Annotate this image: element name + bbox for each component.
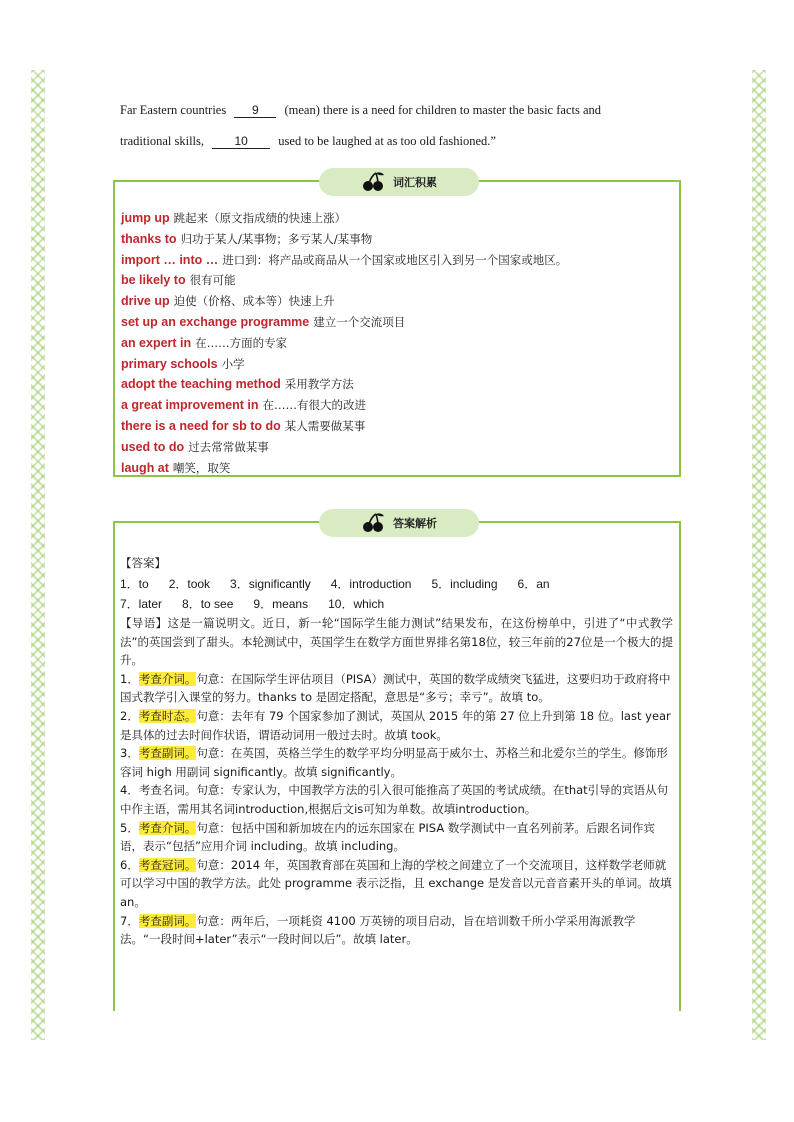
vocab-meaning: 迫使（价格、成本等）快速上升 <box>173 294 335 309</box>
answer-cell: 2．took <box>168 577 211 591</box>
item-tag: 考查副词。 <box>138 746 197 761</box>
vocab-section-tab <box>319 168 479 196</box>
blank-10: 10 <box>212 134 270 149</box>
item-tag: 考查副词。 <box>138 913 197 928</box>
vocab-item <box>121 270 673 291</box>
vocab-term: primary schools <box>121 356 218 371</box>
intro-line-2 <box>120 134 496 149</box>
answer-cell: 5．including <box>431 577 498 591</box>
explanation-item <box>120 856 673 912</box>
item-tag: 考查介词。 <box>138 820 197 835</box>
explanation-item <box>120 744 673 781</box>
item-text: 句意：在英国，英格兰学生的数学平均分明显高于威尔士、苏格兰和北爱尔兰的学生。修饰形容词 high 用副词 significantly。故填 significantly。 <box>120 746 668 779</box>
vocab-meaning: 过去常常做某事 <box>188 439 269 454</box>
cherry-icon <box>361 172 387 192</box>
vocab-meaning: 某人需要做某事 <box>284 418 366 433</box>
item-tag: 考查冠词。 <box>138 857 197 872</box>
explanation-item <box>120 670 673 707</box>
item-text: 句意：两年后，一项耗资 4100 万英镑的项目启动，旨在培训数千所小学采用海派教学法。“一段时间+later”表示“一段时间以后”。故填 later。 <box>120 913 636 947</box>
vocab-item <box>121 458 673 479</box>
item-text: 句意：去年有 79 个国家参加了测试，英国从 2015 年的第 27 位上升到第 18 位。last year 是具体的过去时间作状语，谓语动词用一般过去时。故填 took。 <box>120 708 671 742</box>
intro-text: traditional skills, <box>120 134 205 148</box>
answer-row-2 <box>120 594 673 614</box>
vocab-item <box>121 416 673 437</box>
right-decorative-border <box>752 70 766 1040</box>
cherry-icon <box>361 513 387 533</box>
vocab-meaning: 在……有很大的改进 <box>262 398 367 413</box>
vocab-meaning: 小学 <box>221 356 245 371</box>
vocab-item <box>121 229 673 250</box>
vocab-item <box>121 395 673 416</box>
vocab-term: jump up <box>121 211 170 225</box>
answer-cell: 4．introduction <box>330 577 412 591</box>
answer-content <box>120 553 673 949</box>
left-decorative-border <box>31 70 45 1040</box>
vocab-item <box>121 208 673 229</box>
item-text: 句意：2014 年，英国教育部在英国和上海的学校之间建立了一个交流项目，这样数学老师就可以学习中国的教学方法。此处 programme 表示泛指，且 exchange 是发音以元音音素开头的单词。故填 an。 <box>120 857 672 909</box>
vocab-item <box>121 291 673 312</box>
item-number: 6． <box>120 857 139 872</box>
item-number: 1． <box>120 671 139 686</box>
answer-cell: 1．to <box>120 577 149 591</box>
answer-section-title: 答案解析 <box>393 517 437 530</box>
vocab-meaning: 归功于某人/某事物；多亏某人/某事物 <box>180 231 373 246</box>
vocab-term: set up an exchange programme <box>121 314 310 329</box>
answer-row-1 <box>120 574 673 594</box>
explanation-item <box>120 707 673 744</box>
vocab-item <box>121 374 673 395</box>
vocab-meaning: 在……方面的专家 <box>195 335 288 350</box>
answer-cell: 8．to see <box>182 597 234 611</box>
explanation-item <box>120 912 673 949</box>
answer-heading: 【答案】 <box>120 556 166 570</box>
item-number: 7． <box>120 913 139 928</box>
item-number: 3． <box>120 746 139 761</box>
vocab-meaning: 建立一个交流项目 <box>313 314 406 329</box>
explanation-item <box>120 781 673 818</box>
vocab-section <box>113 176 681 477</box>
item-number: 4． <box>120 783 139 798</box>
vocab-meaning: 很有可能 <box>189 273 236 288</box>
vocab-term: laugh at <box>121 460 169 475</box>
answer-cell: 7．later <box>120 597 163 611</box>
answer-section-tab <box>319 509 479 537</box>
item-tag: 考查时态。 <box>138 708 197 723</box>
answer-cell: 10．which <box>328 597 385 611</box>
vocab-term: drive up <box>121 294 170 309</box>
intro-text: used to be laughed at as too old fashioned.” <box>278 134 496 148</box>
guide-paragraph: 【导语】这是一篇说明文。近日，新一轮“国际学生能力测试”结果发布，在这份榜单中，引进了“中式教学法”的英国尝到了甜头。本轮测试中，英国学生在数学方面世界排名第18位，较三年前的27位是一个极大的提升。 <box>120 616 673 668</box>
item-text: 句意：专家认为，中国教学方法的引入很可能推高了英国的考试成绩。在that引导的宾语从句中作主语，需用其名词introduction,根据后文is可知为单数。故填introduction。 <box>120 783 669 816</box>
item-text: 句意：包括中国和新加坡在内的远东国家在 PISA 数学测试中一直名列前茅。后跟名词作宾语，表示“包括”应用介词 including。故填 including。 <box>120 820 655 854</box>
vocab-item <box>121 333 673 354</box>
answer-cell: 6．an <box>517 577 550 591</box>
vocab-section-title: 词汇积累 <box>393 176 437 189</box>
vocab-term: a great improvement in <box>121 398 259 413</box>
explanation-item <box>120 819 673 856</box>
vocab-meaning: 嘲笑，取笑 <box>172 460 231 475</box>
vocab-meaning: 采用教学方法 <box>284 377 354 392</box>
vocab-list <box>121 208 673 478</box>
vocab-term: an expert in <box>121 335 192 350</box>
answer-cell: 9．means <box>253 597 309 611</box>
vocab-item <box>121 354 673 375</box>
vocab-meaning: 跳起来（原文指成绩的快速上涨） <box>173 211 347 225</box>
vocab-term: used to do <box>121 439 185 454</box>
vocab-term: thanks to <box>121 231 177 246</box>
answer-section <box>113 517 681 1011</box>
item-tag: 考查名词。 <box>138 783 197 798</box>
blank-9: 9 <box>234 103 276 118</box>
item-text: 句意：在国际学生评估项目（PISA）测试中，英国的数学成绩突飞猛进，这要归功于政府将中国式教学引入课堂的努力。thanks to 是固定搭配，意思是“多亏；幸亏”。故填 to。 <box>120 671 671 705</box>
intro-text: Far Eastern countries <box>120 103 227 117</box>
vocab-item <box>121 250 673 271</box>
item-number: 5． <box>120 820 139 835</box>
item-number: 2． <box>120 708 139 723</box>
intro-text: (mean) there is a need for children to master the basic facts and <box>284 103 601 117</box>
intro-line-1 <box>120 103 601 118</box>
answer-cell: 3．significantly <box>230 577 311 591</box>
vocab-item <box>121 437 673 458</box>
vocab-term: be likely to <box>121 273 186 288</box>
vocab-term: adopt the teaching method <box>121 377 281 392</box>
vocab-term: there is a need for sb to do <box>121 418 281 433</box>
item-tag: 考查介词。 <box>138 671 197 686</box>
vocab-term: import … into … <box>121 252 219 267</box>
vocab-meaning: 进口到：将产品或商品从一个国家或地区引入到另一个国家或地区。 <box>222 252 568 267</box>
vocab-item <box>121 312 673 333</box>
